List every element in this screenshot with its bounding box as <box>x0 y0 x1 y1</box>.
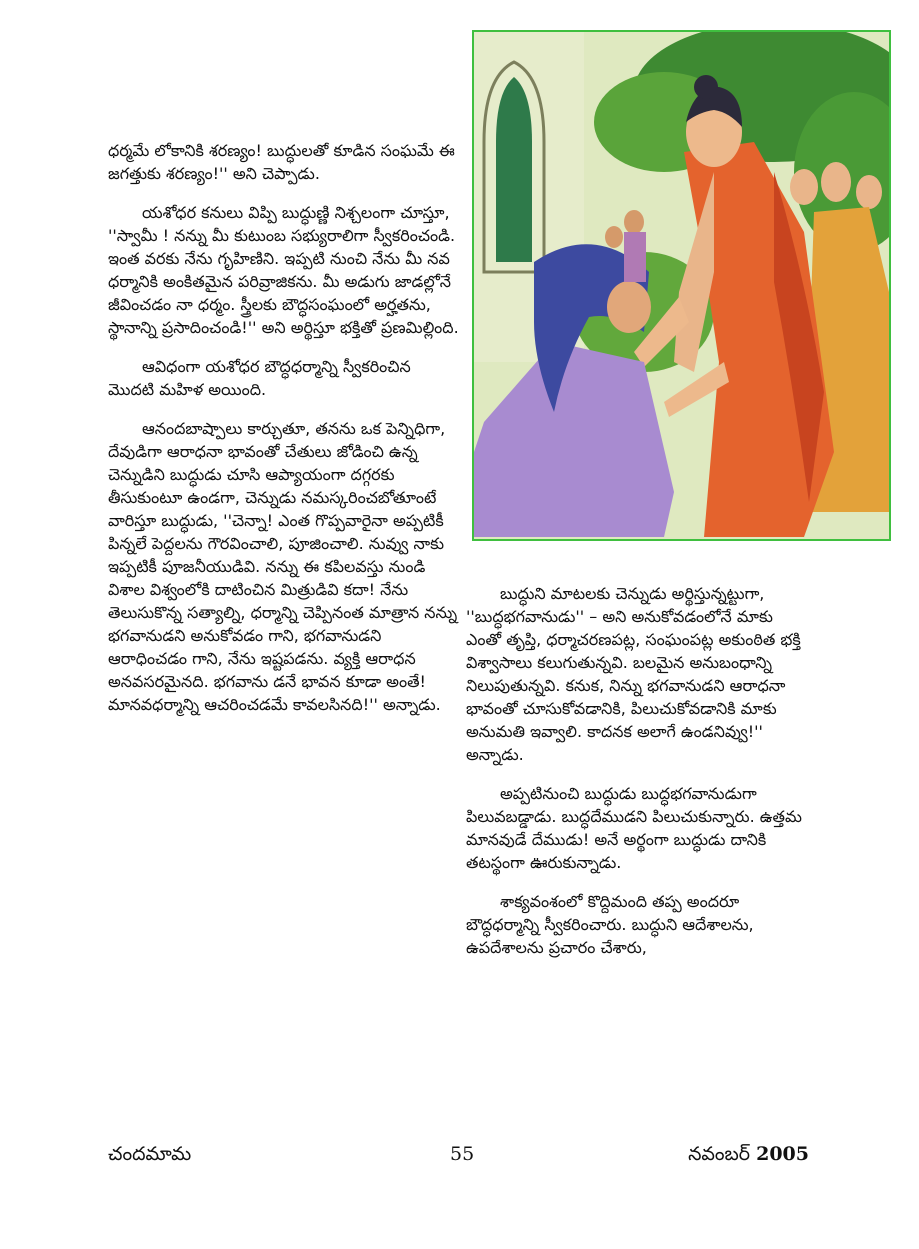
paragraph: బుద్ధుని మాటలకు చెన్నుడు అర్థిస్తున్నట్టుగా, ''బుద్ధభగవానుడు'' – అని అనుకోవడంలోనే మాకు ఎంతో తృప్తి, ధర్మాచరణపట్ల, సంఘంపట్ల అకుంఠిత భక్తి విశ్వాసాలు కలుగుతున్నవి. బలమైన అనుబంధాన్ని నిలుపుతున్నవి. కనుక, నిన్ను భగవానుడని ఆరాధనా భావంతో చూసుకోవడానికి, పిలుచుకోవడానికి మాకు అనుమతి ఇవ్వాలి. కాదనక అలాగే ఉండనివ్వు!'' అన్నాడు. <box>466 584 801 764</box>
paragraph: ధర్మమే లోకానికి శరణ్యం! బుద్ధులతో కూడిన సంఘమే ఈ జగత్తుకు శరణ్యం!'' అని చెప్పాడు. <box>108 141 455 183</box>
issue-date <box>688 1143 809 1170</box>
story-illustration <box>472 30 891 541</box>
page-footer <box>108 1143 809 1173</box>
paragraph: శాక్యవంశంలో కొద్దిమంది తప్ప అందరూ బౌద్ధధర్మాన్ని స్వీకరించారు. బుద్ధుని ఆదేశాలను, ఉపదేశాలను ప్రచారం చేశారు, <box>466 892 754 957</box>
page-number: 55 <box>450 1143 475 1165</box>
buddha-scene-image <box>474 32 889 539</box>
paragraph: యశోధర కనులు విప్పి బుద్ధుణ్ణి నిశ్చలంగా చూస్తూ, ''స్వామీ ! నన్ను మీ కుటుంబ సభ్యురాలిగా స్వీకరించండి. ఇంత వరకు నేను గృహిణిని. ఇప్పటి నుంచి నేను మీ నవ ధర్మానికి అంకితమైన పరివ్రాజికను. మీ అడుగు జాడల్లోనే జీవించడం నా ధర్మం. స్త్రీలకు బౌద్ధసంఘంలో అర్హతను, స్థానాన్ని ప్రసాదించండి!'' అని అర్థిస్తూ భక్తితో ప్రణమిల్లింది. <box>108 203 459 337</box>
paragraph: అప్పటినుంచి బుద్ధుడు బుద్ధభగవానుడుగా పిలువబడ్డాడు. బుద్ధదేముడని పిలుచుకున్నారు. ఉత్తమ మానవుడే దేముడు! అనే అర్థంగా బుద్ధుడు దానికి తటస్థంగా ఊరుకున్నాడు. <box>466 784 802 872</box>
issue-month: నవంబర్ <box>688 1143 751 1165</box>
magazine-name: చందమామ <box>108 1143 192 1165</box>
left-text-column <box>108 125 460 734</box>
paragraph: ఆనందబాష్పాలు కార్చుతూ, తనను ఒక పెన్నిధిగా, దేవుడిగా ఆరాధనా భావంతో చేతులు జోడించి ఉన్న చెన్నుడిని బుద్ధుడు చూసి ఆప్యాయంగా దగ్గరకు తీసుకుంటూ ఉండగా, చెన్నుడు నమస్కరించబోతూంటే వారిస్తూ బుద్ధుడు, ''చెన్నా! ఎంత గొప్పవారైనా అప్పటికీ పిన్నలే పెద్దలను గౌరవించాలి, పూజించాలి. నువ్వు నాకు ఇప్పటికీ పూజనీయుడివి. నన్ను ఈ కపిలవస్తు నుండి విశాల విశ్వంలోకి దాటించిన మిత్రుడివి కదా! నేను తెలుసుకొన్న సత్యాల్ని, ధర్మాన్ని చెప్పినంత మాత్రాన నన్ను భగవానుడని అనుకోవడం గాని, భగవానుడని ఆరాధించడం గాని, నేను ఇష్టపడను. వ్యక్తి ఆరాధన అనవసరమైనది. భగవాను డనే భావన కూడా అంతే! మానవధర్మాన్ని ఆచరించడమే కావలసినది!'' అన్నాడు. <box>108 419 458 714</box>
issue-year: 2005 <box>756 1143 809 1165</box>
right-text-column <box>466 568 806 977</box>
paragraph: ఆవిధంగా యశోధర బౌద్ధధర్మాన్ని స్వీకరించిన మొదటి మహిళ అయింది. <box>108 357 411 399</box>
